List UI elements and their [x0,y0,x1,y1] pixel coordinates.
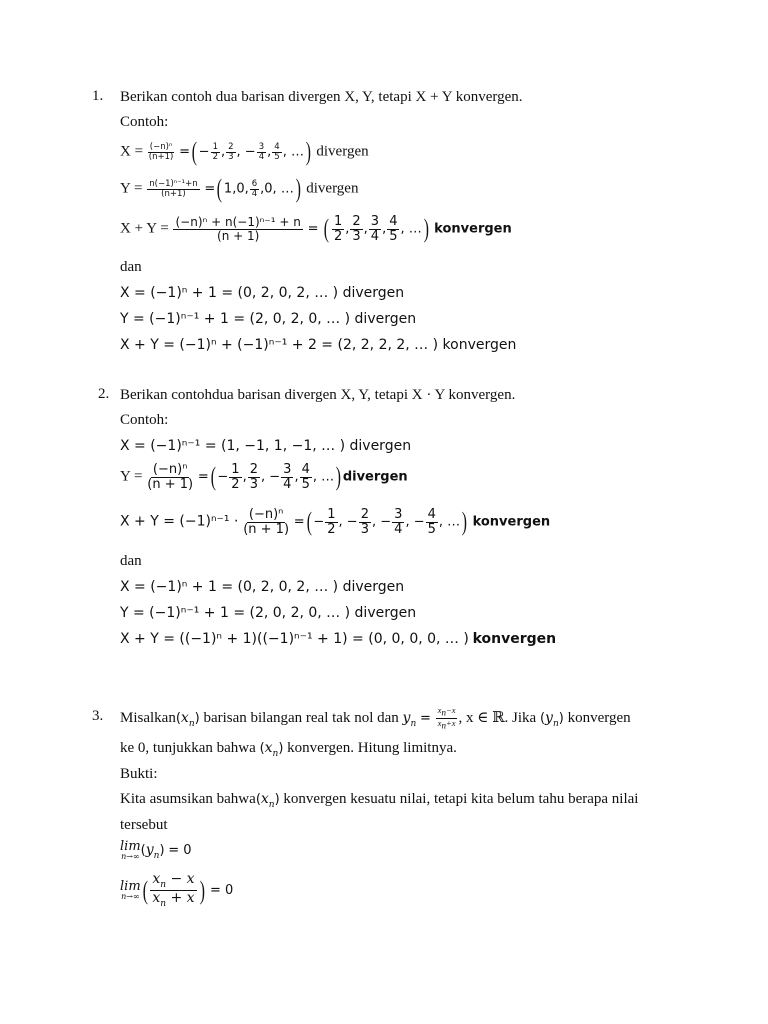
p1-line-x: X = (−1)ⁿ + 1 = (0, 2, 0, 2, … ) divergen [120,285,405,301]
problem-3-line-1: $Misalkan(x_n)$ barisan bilangan real tak nol dan $y_n$ = $\frac{x_n-x}{x_n+x}$ , x ∈ ℝ. Jika $(y_n)$ konvergen [120,705,631,731]
dan-label-2: dan [120,553,142,569]
bukti-label: Bukti: [120,766,158,782]
dan-label-1: dan [120,259,142,275]
p2-sum-equation: X + Y = (−1)ⁿ⁻¹ · $\frac{\text{(−n)ⁿ}}{(n + 1)}$ =( − $\frac{1}{2}$ , − $\frac{2}{3}$ , − $\frac{3}{4}$ , − $\frac{4}{5}$ , …) konvergen [120,507,551,537]
contoh-label-2: Contoh: [120,412,169,428]
p1-line-y: Y = (−1)ⁿ⁻¹ + 1 = (2, 0, 2, 0, … ) divergen [120,311,417,327]
limit-equation-2: lim n→∞ ( $\frac{x_n - x}{x_n + x}$ ) = 0 [120,871,234,910]
p1-y-equation: Y = $\frac{\text{n(−1)ⁿ⁻¹+n}}{(n+1)}$ =( 1,0, $\frac{6}{4}$ ,0, …) divergen [120,174,359,203]
item-number-3: 3. [92,708,104,724]
p1-sum-equation: X + Y = $\frac{\text{(−n)ⁿ + n(−1)ⁿ⁻¹ + n}}{(n + 1)}$ = ( $\frac{1}{2}$ , $\frac{2}{3}$ , $\frac{3}{4}$ , $\frac{4}{5}$ , …) konvergen [120,214,512,244]
problem-2-title: Berikan contohdua barisan divergen X, Y, tetapi X · Y konvergen. [120,387,516,403]
problem-1-title: Berikan contoh dua barisan divergen X, Y, tetapi X + Y konvergen. [120,89,523,105]
item-number-2: 2. [98,386,110,402]
p1-x-equation: X = $\frac{\text{(−n)ⁿ}}{(n+1)}$ =( − $\frac{1}{2}$ , $\frac{2}{3}$ , − $\frac{3}{4}$ , $\frac{4}{5}$ , …) divergen [120,137,369,166]
p2-line-product: X + Y = ((−1)ⁿ + 1)((−1)ⁿ⁻¹ + 1) = (0, 0, 0, 0, … ) konvergen [120,631,557,647]
p2-y-equation: Y = $\frac{\text{(−n)ⁿ}}{(n + 1)}$ =( − $\frac{1}{2}$ , $\frac{2}{3}$ , − $\frac{3}{4}$ , $\frac{4}{5}$ , …) divergen [120,462,408,492]
limit-equation-1: lim n→∞ $(y_n) = 0$ [120,839,192,861]
p1-x-fraction: $\frac{\text{(−n)ⁿ}}{(n+1)}$ [148,141,174,162]
p1-line-sum: X + Y = (−1)ⁿ + (−1)ⁿ⁻¹ + 2 = (2, 2, 2, 2, … ) konvergen [120,337,517,353]
problem-3-line-2: ke 0, tunjukkan bahwa $(x_n)$ konvergen. Hitung limitnya. [120,740,457,759]
problem-3-line-4: tersebut [120,817,168,833]
p2-x-equation: X = (−1)ⁿ⁻¹ = (1, −1, 1, −1, … ) divergen [120,438,412,454]
item-number-1: 1. [92,88,104,104]
p2-line-x: X = (−1)ⁿ + 1 = (0, 2, 0, 2, … ) divergen [120,579,405,595]
problem-3-line-3: Kita asumsikan $bahwa(x_n)$ konvergen kesuatu nilai, tetapi kita belum tahu berapa nilai [120,791,639,810]
contoh-label-1: Contoh: [120,114,169,130]
p2-line-y: Y = (−1)ⁿ⁻¹ + 1 = (2, 0, 2, 0, … ) divergen [120,605,417,621]
